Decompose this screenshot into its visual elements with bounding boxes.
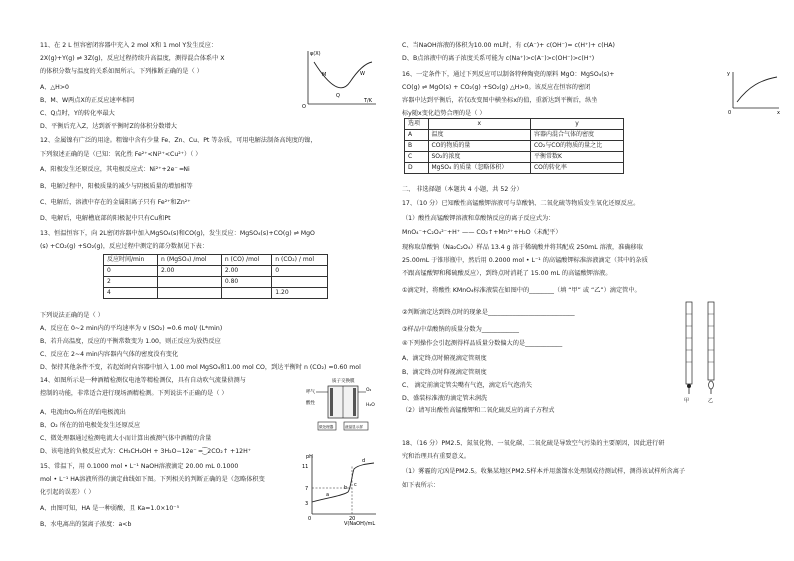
q11-x-label: T/K: [364, 98, 373, 104]
table-cell: 0: [104, 266, 158, 277]
q15-point-d: d: [362, 458, 366, 464]
table-row: [405, 141, 624, 152]
q17-option-b: B、滴定终点时仰视滴定管刻度: [402, 369, 487, 376]
q11-option-d: D、平衡后充入Z，达到新平衡时Z的体积分数增大: [40, 123, 177, 130]
q11-origin: O: [302, 104, 306, 108]
q15-point-a: a: [326, 492, 330, 498]
q16-table: [404, 118, 624, 174]
q14-option-d: D、该电池的负极反应式为：CH₃CH₂OH + 3H₂O−12e⁻ ═⁐2CO₂↑ +12H⁺: [40, 448, 252, 455]
q15-tick-11: 11: [302, 464, 309, 470]
q17-sub-2: ②判断滴定达到终点时的现象是____________________________: [402, 309, 575, 316]
table-cell: CO的转化率: [530, 163, 623, 174]
table-cell: CO的物质的量: [428, 141, 530, 152]
q14-line-1: 14、如图所示是一种酒精检测仪电池等精检测仪，具有自动吹气流量侦测与: [40, 377, 246, 384]
q13-option-c: C、反应在 2~4 min内容器内气体的密度没有变化: [40, 351, 179, 358]
q13-option-b: B、若升高温度，反应的平衡常数变为 1.00，则正反应为放热反应: [40, 338, 221, 345]
q13-header-co: n (CO) /mol: [221, 255, 271, 266]
q13-option-a: A、反应在 0~2 min内的平均速率为 v (SO₂) =0.6 mol/ (L*min): [40, 325, 223, 332]
q17-burettes: [678, 300, 728, 404]
q15-x-label: V(NaOH)/mL: [344, 521, 376, 526]
q15-line-2: mol • L⁻¹ HA溶液所得的滴定曲线如下图。下列相关的判断正确的是（忽略体积变: [40, 476, 265, 483]
q11-figure: [300, 48, 380, 108]
q17-sub-3: ③样品中草酸钠的质量分数为____________: [402, 326, 519, 333]
q13-header-co2: n (CO₂) / mol: [272, 255, 328, 266]
q11-point-w: W: [360, 71, 365, 77]
burette-jia-label: 甲: [684, 398, 690, 404]
q11-y-label: φ(X): [310, 51, 321, 57]
table-cell: D: [405, 163, 429, 174]
table-cell: 4: [104, 288, 158, 299]
table-cell: 2.00: [158, 266, 222, 277]
q13-line-1: 13、恒温恒容下，向 2L密闭容器中加入MgSO₄(s)和CO(g)，发生反应：MgSO₄(s)+CO(g) ⇌ MgO: [40, 230, 315, 237]
q17-line-4: 现称取草酸钠（Na₂C₂O₄）样品 13.4 g 溶于稀硫酸并将其配成 250mL 溶液，准确移取: [402, 244, 643, 251]
q17-option-c: C、 滴定前滴定管尖嘴有气泡，滴定后气泡消失: [402, 382, 533, 389]
table-cell: [158, 277, 222, 288]
q11-option-c: C、Q点时，Y的转化率最大: [40, 110, 115, 117]
q12-line-1: 12、金属镍有广泛的用途。粗镍中含有少量 Fe、Zn、Cu、Pt 等杂质，可用电解法制备高纯度的镍，: [40, 137, 317, 144]
table-cell: [272, 277, 328, 288]
q14-o2-label: O₂: [366, 388, 372, 393]
q17-line-1: 17、（10 分）已知酸性高锰酸钾溶液可与草酸钠、二氧化硫等物质发生氧化还原反应。: [402, 200, 640, 207]
q12-option-c: C、电解后，溶液中存在的金属阳离子只有 Fe²⁺和Zn²⁺: [40, 199, 191, 206]
table-cell: B: [405, 141, 429, 152]
q16-x-label: x: [777, 110, 780, 116]
q15-line-1: 15、常温下，用 0.1000 mol • L⁻¹ NaOH溶液滴定 20.00 mL 0.1000: [40, 463, 239, 470]
table-cell: 0: [272, 266, 328, 277]
q13-option-d: D、保持其他条件不变，若起始时向容器中加入 1.00 mol MgSO₄和1.00 mol CO，到达平衡时 n (CO₂) =0.60 mol: [40, 364, 361, 371]
q14-line-2: 控制的功能，非常适合进行现场酒精检测。下列说法不正确的是（ ）: [40, 390, 228, 397]
q17-part-1: （1）酸性高锰酸钾溶液和草酸钠反应的离子反应式为：: [402, 215, 555, 222]
table-cell: 0.80: [221, 277, 271, 288]
q18-line-1: 18、（16 分）PM2.5、氮氧化物、一氧化碳、二氧化硫是导致空气污染的主要原因，因此进行研: [402, 440, 665, 447]
q14-option-a: A、电流由O₂所在的铂电极流出: [40, 409, 126, 416]
q15-tick-7: 7: [305, 486, 309, 492]
q17-option-a: A、滴定终点时俯视滴定管刻度: [402, 355, 487, 362]
q17-equation: MnO₄⁻+C₂O₄²⁻+H⁺ —— CO₂↑+Mn²⁺+H₂O（未配平）: [402, 229, 562, 236]
q15-origin: 0: [308, 516, 312, 522]
q13-line-2: (s) +CO₂(g) +SO₂(g)，反应过程中测定的部分数据见下表：: [40, 243, 209, 250]
q15-option-a: A、由图可知，HA 是一种弱酸，且 Ka=1.0×10⁻⁵: [40, 505, 180, 512]
q15-option-b: B、水电离出的氢离子浓度：a<b: [40, 521, 132, 528]
q14-acid-label: 酸性: [306, 401, 315, 406]
q14-h2o-label: H₂O: [366, 403, 375, 408]
table-row: [405, 152, 624, 163]
q17-option-d: D、盛装标准液的滴定管未润洗: [402, 395, 488, 402]
table-row: [405, 163, 624, 174]
section-2-heading: 二、 非选择题（本题共 4 小题，共 52 分）: [402, 186, 523, 193]
q11-option-b: B、M、W两点X的正反应速率相同: [40, 97, 135, 104]
q16-line-4: 标y随x变化趋势合理的是（ ）: [402, 110, 486, 117]
q11-line-3: 的体积分数与温度的关系如图所示。下列推断正确的是（ ）: [40, 68, 203, 75]
q17-line-6: 不跟高锰酸钾和稀硫酸反应），到终点时消耗了 15.00 mL 的高锰酸钾溶液。: [402, 270, 612, 277]
q16-line-1: 16、一定条件下，通过下列反应可以制备特种陶瓷的原料 MgO：MgSO₄(s)+: [402, 71, 615, 78]
q16-y-label: y: [727, 71, 730, 77]
table-cell: 容器内混合气体的密度: [530, 130, 623, 141]
q17-part-2: （2）请写出酸性高锰酸钾和二氧化硫反应的离子方程式: [402, 407, 555, 414]
q15-tick-20: 20: [349, 516, 356, 522]
q15-point-c: c: [354, 482, 357, 488]
q17-sub-1: ①滴定时，将酸性 KMnO₄标准液装在如图中的________（填 “甲” 或 “乙”）滴定管中。: [402, 287, 641, 294]
q16-header-option: 选项: [405, 119, 429, 130]
q11-option-a: A、△H>0: [40, 84, 69, 91]
q15-option-d: D、B点溶液中的离子浓度关系可能为 c(Na⁺)>c(A⁻)>c(OH⁻)>c(H⁺): [402, 55, 595, 62]
table-cell: A: [405, 130, 429, 141]
q15-figure: [296, 452, 382, 526]
q16-figure: [725, 68, 783, 116]
q13-prompt: 下列说法正确的是（ ）: [40, 312, 104, 319]
q14-figure: [300, 376, 382, 434]
q13-table: [103, 254, 328, 299]
q12-line-2: 下列叙述正确的是（已知：氧化性 Fe²⁺<Ni²⁺<Cu²⁺）（ ）: [40, 151, 202, 158]
q13-header-mgso4: n (MgSO₄) /mol: [158, 255, 222, 266]
q16-header-y: y: [530, 119, 623, 130]
q12-option-a: A、阳极发生还原反应，其电极反应式：Ni²⁺+2e⁻ ═Ni: [40, 166, 190, 173]
table-cell: C: [405, 152, 429, 163]
table-cell: MgSO₄ 的质量（忽略体积）: [428, 163, 530, 174]
q15-y-label: pH: [306, 454, 313, 460]
q15-line-3: 化引起的误差）（ ）: [40, 489, 95, 496]
table-row: [405, 130, 624, 141]
q14-membrane-label: 质子交换膜: [332, 379, 355, 384]
q11-line-2: 2X(g)+Y(g) ⇌ 3Z(g)，反应过程持续升高温度，测得混合体系中 X: [40, 55, 225, 62]
table-cell: 2: [104, 277, 158, 288]
table-cell: 1.20: [272, 288, 328, 299]
table-cell: 平衡常数K: [530, 152, 623, 163]
q18-line-4: 如下表所示：: [402, 482, 440, 489]
q16-line-2: CO(g) ⇌ MgO(s) + CO₂(g) +SO₂(g) △H>0。该反应在恒容的密闭: [402, 84, 591, 91]
table-row: [104, 266, 328, 277]
q18-line-3: （1）雾霾的元凶是PM2.5。收集某地区PM2.5样本并用蒸馏水处理制成待测试样，测得该试样所含离子: [402, 468, 686, 475]
table-row: [405, 119, 624, 130]
table-cell: SO₂的浓度: [428, 152, 530, 163]
q12-option-b: B、电解过程中，阳极质量的减少与阴极质量的增加相等: [40, 183, 193, 190]
q13-header-time: 反应时间/min: [104, 255, 158, 266]
table-row: [104, 255, 328, 266]
burette-yi-label: 乙: [708, 398, 714, 404]
q17-sub-4: ④下列操作会引起测得样品质量分数偏大的是____________: [402, 340, 563, 347]
q17-line-5: 25.00mL 于锥形瓶中，然后用 0.2000 mol • L⁻¹ 的高锰酸钾标准溶液滴定（其中的杂质: [402, 257, 648, 264]
q16-line-3: 容器中达到平衡后，若仅改变图中横坐标x的值，重新达到平衡后，纵坐: [402, 97, 598, 104]
q12-option-d: D、电解后，电解槽底部的阳极泥中只有Cu和Pt: [40, 215, 171, 222]
q14-option-c: C、微处理器通过检测电流大小而计算出被测气体中酒精的含量: [40, 435, 212, 442]
table-cell: 2.00: [221, 266, 271, 277]
q11-point-q: Q: [336, 93, 340, 99]
q16-header-x: x: [428, 119, 530, 130]
q16-origin: 0: [728, 110, 732, 116]
table-cell: CO₂与CO的物质的量之比: [530, 141, 623, 152]
table-row: [104, 288, 328, 299]
right-column: [400, 0, 794, 561]
table-cell: [158, 288, 222, 299]
q14-blow-label: 呼气: [306, 390, 315, 395]
q15-option-c: C、当NaOH溶液的体积为10.00 mL时，有 c(A⁻)+ c(OH⁻)= c(H⁺)+ c(HA): [402, 42, 615, 49]
q18-line-2: 究和治理具有重要意义。: [402, 453, 471, 460]
q14-display-label: 液晶显示屏: [345, 425, 363, 429]
table-row: [104, 277, 328, 288]
q14-processor-label: 微处理器: [319, 425, 334, 429]
q11-line-1: 11、在 2 L 恒容密闭容器中充入 2 mol X和 1 mol Y发生反应：: [40, 42, 218, 49]
q11-point-m: M: [322, 72, 327, 78]
table-cell: [221, 288, 271, 299]
q15-tick-3: 3: [305, 501, 309, 507]
q14-option-b: B、O₂ 所在的铂电极处发生还原反应: [40, 422, 141, 429]
table-cell: 温度: [428, 130, 530, 141]
q15-point-b: b: [344, 485, 348, 491]
